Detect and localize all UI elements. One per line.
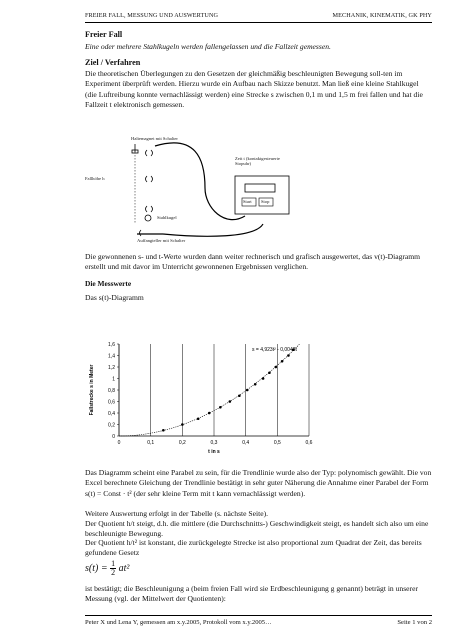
page-footer	[85, 615, 432, 629]
y-tick-label: 0,6	[108, 399, 115, 406]
data-point	[246, 389, 249, 392]
label-timer: Zeit t (kontaktgesteuerte Stopuhr)	[235, 156, 280, 167]
footer-left: Peter X und Lena Y, gemessen am x.y.2005, Protokoll vom x.y.2005…	[85, 619, 272, 626]
formula-rhs: at²	[118, 562, 130, 574]
data-point	[181, 423, 184, 426]
formula-lhs: s(t) =	[85, 562, 108, 574]
x-tick-label: 0,4	[242, 440, 250, 446]
data-point	[254, 383, 257, 386]
data-point	[274, 366, 277, 369]
data-point	[197, 417, 200, 420]
formula-num: 1	[111, 559, 116, 568]
y-tick-label: 1,2	[108, 364, 115, 371]
label-magnet: Haltemagnet mit Schalter	[131, 136, 178, 141]
header-right: MECHANIK, KINEMATIK, GK PHY	[332, 12, 432, 19]
x-tick-label: 0,5	[273, 440, 281, 446]
label-catch: Auffangteller mit Schalter	[137, 238, 186, 243]
data-point	[287, 354, 290, 357]
st-chart-svg	[85, 330, 345, 465]
section-values-heading: Die Messwerte	[85, 279, 132, 288]
data-point	[281, 360, 284, 363]
x-tick-label: 0	[117, 440, 121, 446]
paragraph-more: Weitere Auswertung erfolgt in der Tabelle (s. nächste Seite).	[85, 509, 269, 518]
x-tick-label: 0,1	[147, 440, 155, 446]
st-diagram	[85, 330, 345, 465]
paragraph-quot2: Der Quotient h/t² ist konstant, die zurückgelegte Strecke ist also proportional zum Quadrat der Zeit, das bereits gefundene Gesetz	[85, 538, 422, 558]
y-tick-label: 0,4	[108, 410, 115, 417]
page-header	[85, 10, 432, 23]
y-tick-label: 0	[112, 433, 115, 440]
y-axis-label: Fallstrecke s in Meter	[89, 364, 95, 416]
x-tick-label: 0,6	[305, 440, 313, 446]
label-ball: Stahlkugel	[157, 215, 177, 220]
paragraph-chart: Das Diagramm scheint eine Parabel zu sein, für die Trendlinie wurde also der Typ: polynomisch gewählt. Die von Excel berechnete Gleichung der Trendlinie bestätigt in sehr guter Näherung die Annahme einer Parabel der Form s(t) = Const · t² (der sehr kleine Term mit t kann vernachlässigt werden).	[85, 468, 432, 498]
data-point	[208, 412, 211, 415]
data-point	[219, 406, 222, 409]
diagram-title: Das s(t)-Diagramm	[85, 293, 144, 302]
data-point	[238, 394, 241, 397]
label-stop: Stop	[261, 199, 270, 204]
paragraph-final: ist bestätigt; die Beschleunigung a (beim freien Fall wird sie Erdbeschleunigung g genannt) beträgt in unserer Messung (vgl. der Mittelwert der Quotienten):	[85, 584, 418, 604]
formula	[85, 560, 129, 577]
label-height: Fallhöhe h	[85, 176, 105, 181]
x-axis-label: t in s	[208, 449, 220, 455]
data-point	[229, 400, 232, 403]
experiment-sketch	[85, 138, 325, 250]
y-tick-label: 0,8	[108, 387, 115, 394]
x-tick-label: 0,2	[178, 440, 186, 446]
section-goal-body: Die theoretischen Überlegungen zu den Gesetzen der gleichmäßig beschleunigten Bewegung soll-ten im Experiment überprüft werden. Hierzu wurde ein Aufbau nach Skizze benutzt. Man ließ eine kleine Stahlkugel (die Luftreibung konnte vernachlässigt werden) eine Strecke s zwischen 0,1 m und 1,5 m frei fallen und hat die Fallzeit t elektronisch gemessen.	[85, 69, 423, 109]
y-tick-label: 1,4	[108, 353, 115, 360]
paragraph-eval: Die gewonnenen s- und t-Werte wurden dann weiter rechnerisch und grafisch ausgewertet, das v(t)-Diagramm erstellt und mit davor im Unterricht gewonnenen Ergebnissen verglichen.	[85, 252, 421, 272]
formula-fraction	[110, 560, 116, 577]
paragraph-quot1: Der Quotient h/t steigt, d.h. die mittlere (die Durchschnitts-) Geschwindigkeit steigt, es handelt sich also um eine beschleunigte Bewegung.	[85, 519, 429, 539]
y-tick-label: 0,2	[108, 422, 115, 429]
header-left: FREIER FALL, MESSUNG UND AUSWERTUNG	[85, 12, 219, 19]
page-title: Freier Fall	[85, 30, 123, 39]
y-tick-label: 1,6	[108, 341, 115, 348]
data-point	[262, 377, 265, 380]
label-start: Start	[243, 199, 252, 204]
section-goal-heading: Ziel / Verfahren	[85, 58, 141, 67]
trendline	[119, 344, 300, 436]
footer-right: Seite 1 von 2	[397, 619, 432, 626]
data-point	[268, 371, 271, 374]
trendline-equation: s = 4,923t² - 0,0048t	[252, 346, 297, 353]
sketch-drawing	[85, 138, 325, 250]
formula-den: 2	[111, 568, 116, 577]
page-subtitle: Eine oder mehrere Stahlkugeln werden fallengelassen und die Fallzeit gemessen.	[85, 42, 331, 51]
x-tick-label: 0,3	[210, 440, 218, 446]
data-point	[162, 429, 165, 432]
y-tick-label: 1	[112, 376, 115, 383]
